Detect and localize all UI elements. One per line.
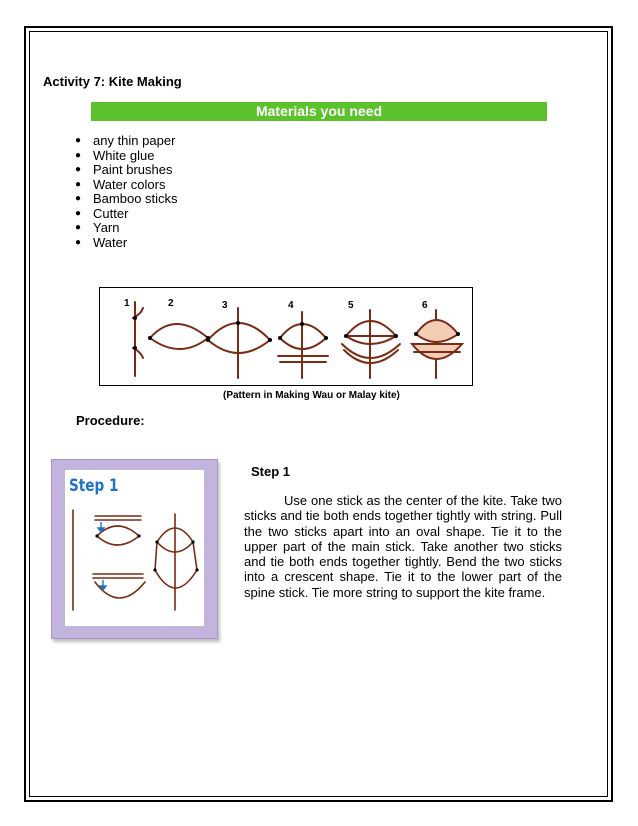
- list-item: ● Paint brushes: [75, 162, 173, 177]
- bullet-icon: ●: [75, 193, 82, 204]
- bullet-icon: ●: [75, 164, 82, 175]
- bullet-icon: ●: [75, 135, 82, 146]
- list-item: ● any thin paper: [75, 133, 176, 148]
- materials-banner: Materials you need: [91, 102, 547, 121]
- step1-illustration: [65, 470, 204, 626]
- list-item: ● White glue: [75, 147, 155, 163]
- pattern-step-number: 4: [288, 300, 294, 311]
- bullet-icon: ●: [75, 207, 82, 219]
- list-item: ● Water: [75, 234, 128, 250]
- step1-image-label: Step 1: [69, 476, 119, 496]
- pattern-caption: (Pattern in Making Wau or Malay kite): [223, 390, 400, 401]
- pattern-step-number: 2: [168, 298, 174, 309]
- pattern-step-number: 5: [348, 300, 354, 311]
- kite-pattern-illustration: [100, 288, 474, 387]
- list-item: ● Water colors: [75, 176, 166, 192]
- list-item: ● Yarn: [75, 220, 120, 235]
- kite-pattern-figure: [99, 287, 473, 386]
- step1-image-card: [51, 459, 218, 639]
- materials-list: [75, 134, 178, 250]
- pattern-step-number: 6: [422, 300, 428, 311]
- bullet-icon: ●: [75, 149, 82, 161]
- bullet-icon: ●: [75, 222, 82, 233]
- bullet-icon: ●: [75, 236, 82, 248]
- procedure-label: Procedure:: [76, 413, 145, 428]
- step1-image: [65, 470, 204, 626]
- step1-heading: Step 1: [251, 464, 291, 479]
- list-item: ● Bamboo sticks: [75, 191, 178, 206]
- pattern-step-number: 3: [222, 300, 228, 311]
- list-item: ● Cutter: [75, 205, 129, 221]
- pattern-step-number: 1: [124, 298, 130, 309]
- bullet-icon: ●: [75, 178, 82, 190]
- activity-title: Activity 7: Kite Making: [43, 74, 182, 89]
- step1-instructions: Use one stick as the center of the kite. Take two sticks and tie both ends together tightly with string. Pull the two sticks apart into an oval shape. Tie it to the upper part of the main stick. Take another two sticks and tie both ends together tightly. Bend the two sticks into a crescent shape. Tie it to the lower part of the spine stick. Tie more string to support the kite frame.: [244, 493, 562, 600]
